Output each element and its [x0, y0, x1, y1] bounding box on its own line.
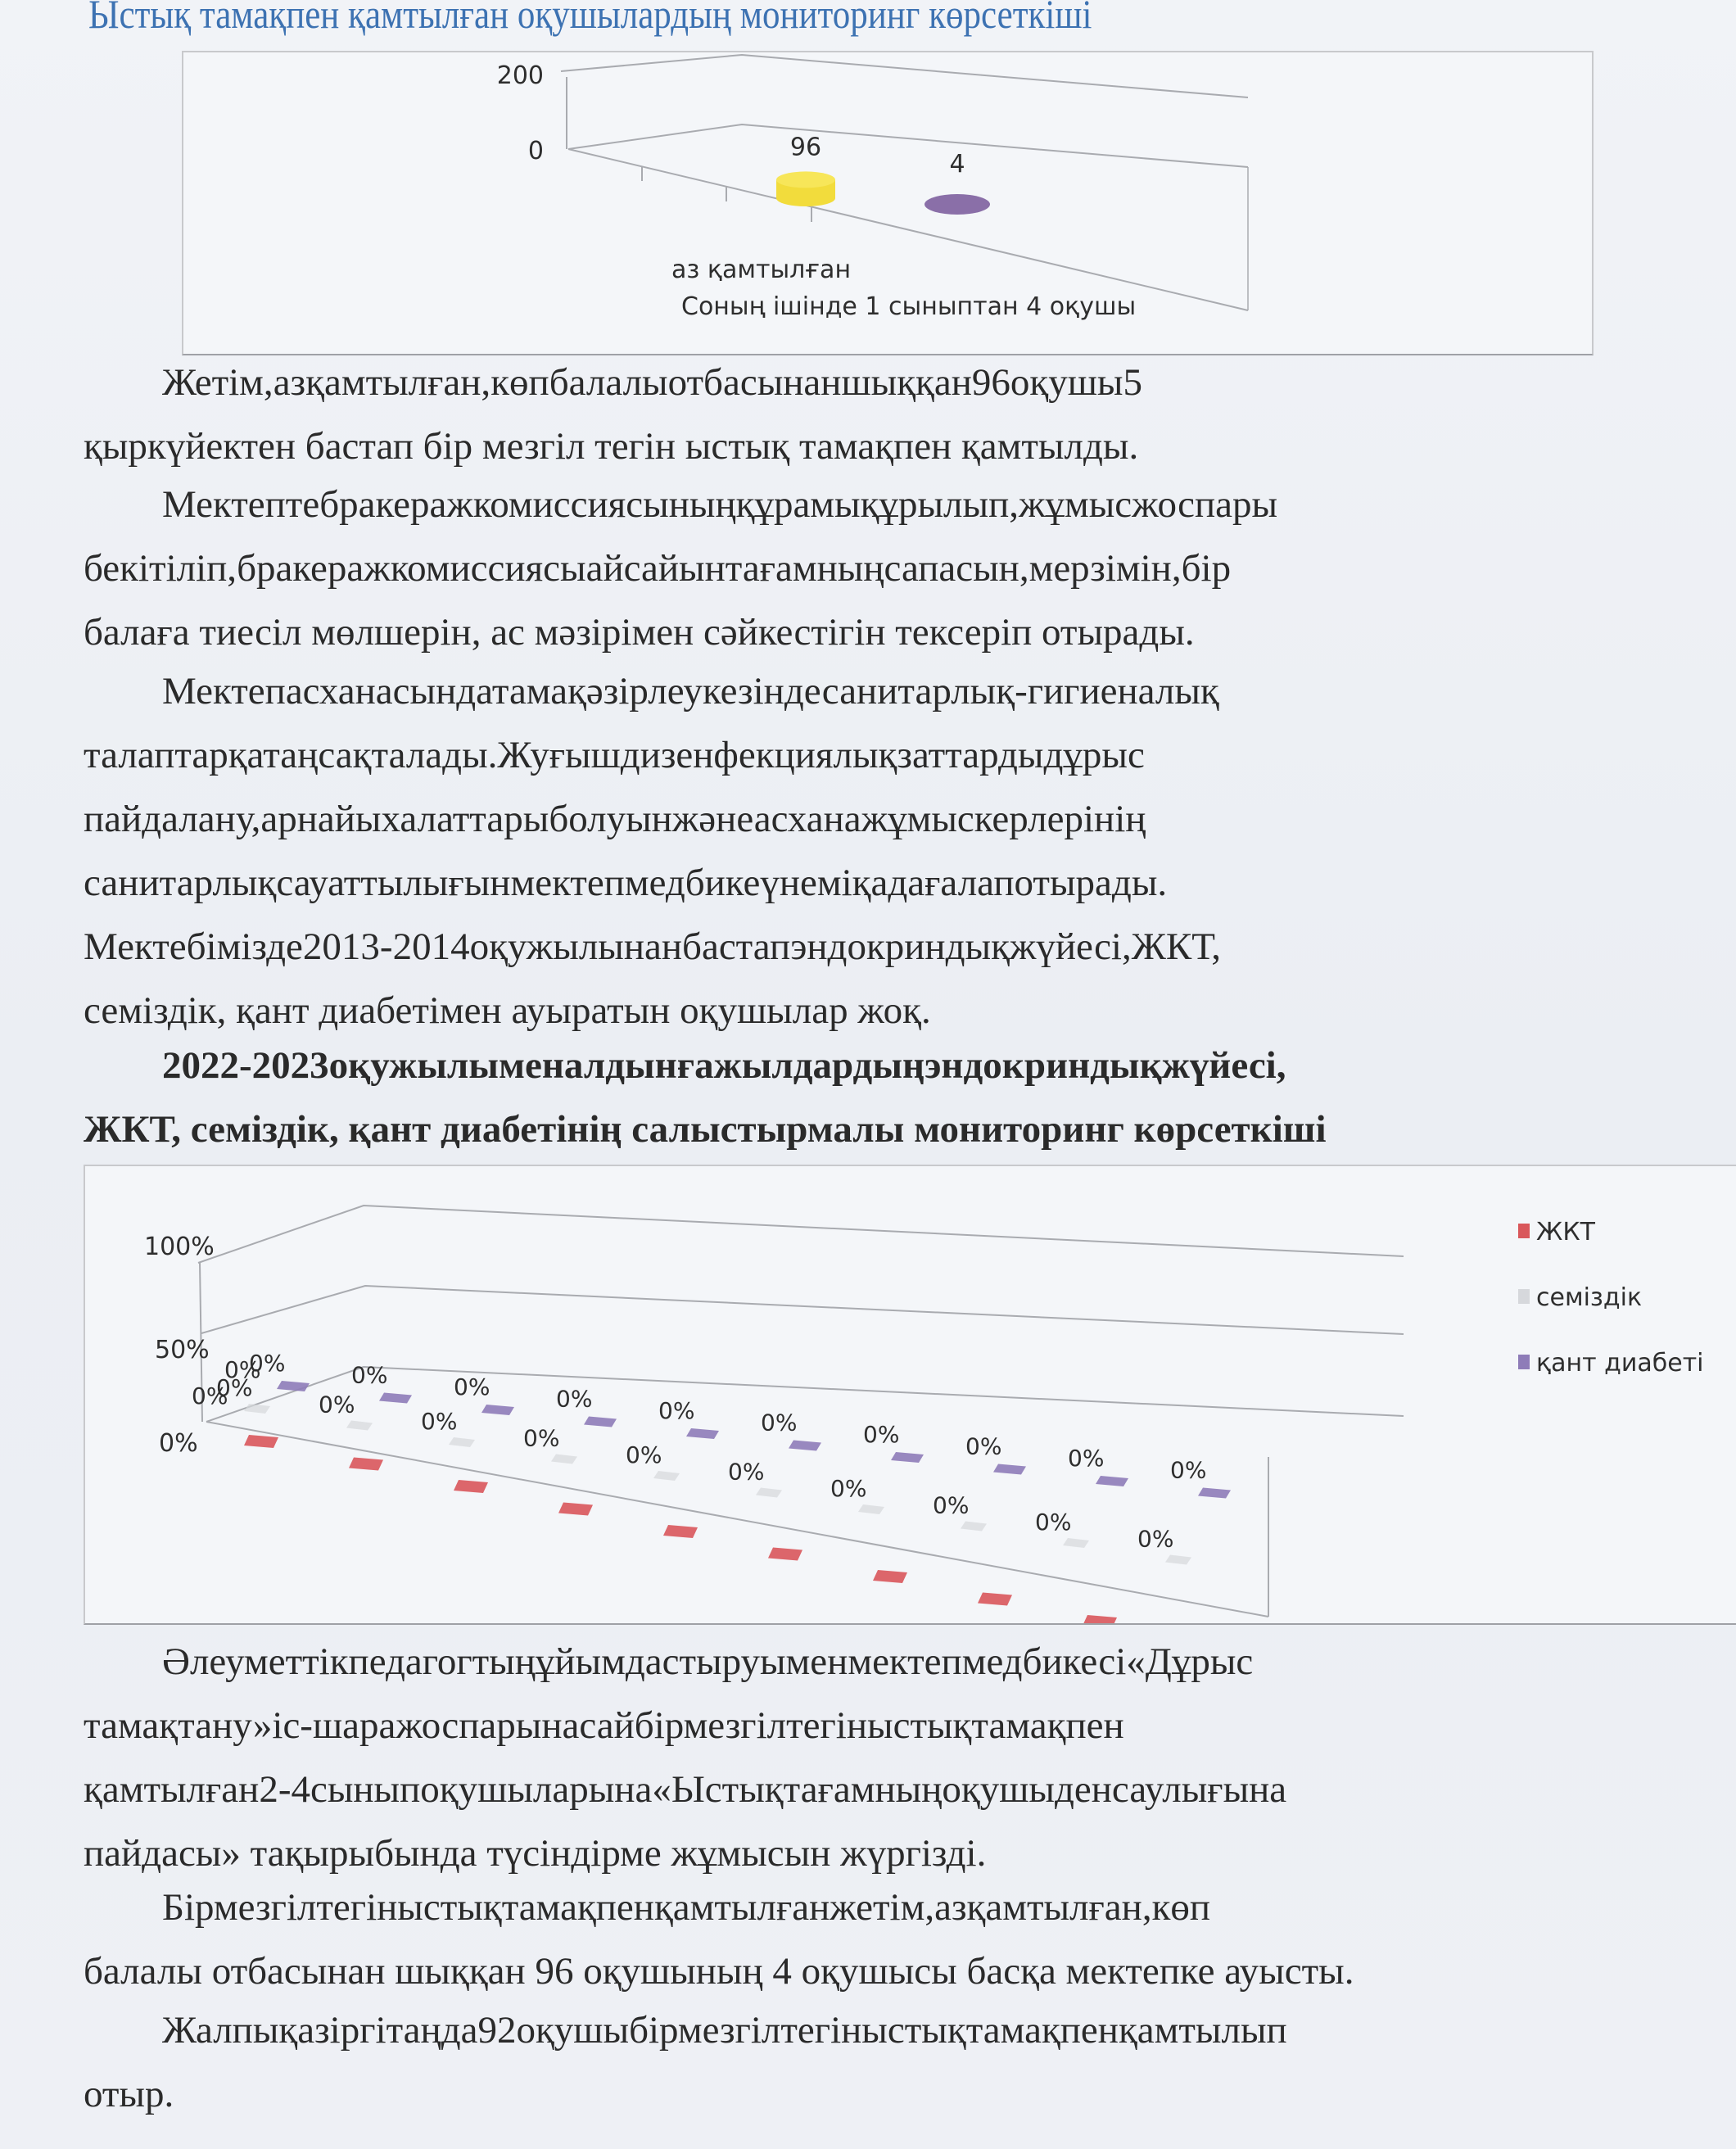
- data-label: 0%: [1170, 1456, 1207, 1484]
- word: дұрыс: [1043, 734, 1145, 776]
- word: мезгіл: [213, 1886, 317, 1929]
- data-label: 0%: [658, 1397, 695, 1424]
- data-label: 0%: [523, 1424, 560, 1452]
- legend-label: қант диабеті: [1536, 1349, 1704, 1378]
- word: жылынан: [526, 925, 683, 968]
- word: Жуғыш: [497, 734, 621, 776]
- bar-семіздік: [449, 1437, 475, 1447]
- word: мезгіл: [677, 2009, 781, 2052]
- word: халаттары: [381, 798, 549, 840]
- bar-қант-диабеті: [686, 1428, 719, 1439]
- word: 96: [971, 361, 1010, 404]
- word: 92: [477, 2009, 517, 2052]
- word: мектеп: [848, 1640, 962, 1683]
- word: тамақпен: [971, 1704, 1124, 1747]
- word: жылымен: [389, 1044, 564, 1087]
- data-label: 0%: [319, 1391, 355, 1418]
- legend-label: семіздік: [1536, 1283, 1643, 1312]
- word: талаптар: [84, 734, 228, 776]
- data-label: 0%: [1137, 1525, 1174, 1553]
- word: эндокриндық: [790, 925, 1010, 968]
- word: құрылып,: [860, 483, 1019, 526]
- word: санитарлық: [84, 862, 277, 904]
- word: мектеп: [510, 862, 625, 904]
- word: ұйымдастыруымен: [535, 1640, 848, 1683]
- bar-ЖКТ: [663, 1525, 698, 1538]
- legend-swatch: [1518, 1289, 1530, 1304]
- bar-ЖКТ: [1083, 1615, 1117, 1623]
- justified-line: [84, 659, 1687, 723]
- data-label: 0%: [224, 1356, 261, 1383]
- justified-line: [84, 723, 1687, 787]
- y-tick-label: 100%: [144, 1233, 215, 1261]
- word: көп: [1151, 1886, 1211, 1929]
- bar-семіздік: [1165, 1555, 1191, 1565]
- word: Жалпы: [162, 2009, 279, 2052]
- word: ыстық: [861, 2009, 966, 2052]
- word: сай: [579, 1704, 635, 1747]
- chart-footnote: Соның ішінде 1 сыныптан 4 оқушы: [681, 292, 1137, 321]
- justified-line: [84, 1875, 1687, 1939]
- word: шара: [312, 1704, 396, 1747]
- word: сақталады.: [318, 734, 498, 776]
- word: шыққан: [841, 361, 972, 404]
- word: заттарды: [897, 734, 1044, 776]
- bar-семіздік: [653, 1471, 680, 1481]
- bar-ЖКТ: [454, 1480, 488, 1493]
- word: тамақ: [491, 670, 586, 713]
- word: эндокриндық: [925, 1044, 1162, 1087]
- bar-қант-диабеті: [1198, 1488, 1231, 1499]
- word: бракераж: [319, 483, 473, 526]
- word: мезгіл: [683, 1704, 787, 1747]
- word: оқушыларына: [420, 1768, 653, 1811]
- data-label: 0%: [626, 1441, 662, 1468]
- data-label: 0%: [216, 1374, 253, 1401]
- data-label: 0%: [1068, 1445, 1105, 1472]
- word: әзірлеу: [585, 670, 703, 713]
- gridline-50: [201, 1286, 1404, 1334]
- justified-line: [84, 915, 1687, 979]
- section-heading: Ыстық тамақпен қамтылған оқушылардың мониторинг көрсеткіші: [88, 0, 1092, 37]
- word: жылдардың: [713, 1044, 925, 1087]
- paragraph-coverage: [84, 351, 1687, 478]
- comparative-chart-svg: [85, 1166, 1736, 1623]
- bar-қант-диабеті: [379, 1393, 412, 1404]
- data-label: 0%: [933, 1491, 970, 1519]
- text-line: отыр.: [84, 2073, 174, 2115]
- word: сынып: [310, 1768, 421, 1811]
- bar-ЖКТ: [873, 1570, 907, 1583]
- word: қамтылған: [84, 1768, 260, 1811]
- coverage-chart: [182, 51, 1594, 355]
- word: отырады.: [1014, 862, 1168, 904]
- bar-қант-диабеті: [891, 1452, 924, 1463]
- word: аз: [273, 361, 306, 404]
- word: ыстық: [867, 1704, 972, 1747]
- word: оқушы: [942, 1768, 1055, 1811]
- text-line: пайдасы» тақырыбында түсіндірме жұмысын жүргізді.: [84, 1832, 987, 1875]
- word: денсаулығына: [1054, 1768, 1287, 1811]
- word: арнайы: [260, 798, 382, 840]
- word: жоспарына: [396, 1704, 580, 1747]
- data-label: 0%: [454, 1373, 491, 1400]
- bar-қант-диабеті: [481, 1405, 514, 1415]
- word: бастап: [682, 925, 791, 968]
- bar-disc: [925, 194, 990, 215]
- paragraph-sanitary: [84, 659, 1687, 1043]
- word: бекітіліп,: [84, 547, 237, 590]
- text-line: қыркүйектен бастап бір мезгіл тегін ыстық тамақпен қамтылды.: [84, 425, 1139, 468]
- word: тағамның: [725, 547, 884, 590]
- data-label: 0%: [556, 1385, 593, 1413]
- justified-line: [84, 473, 1687, 536]
- coverage-chart-svg: [183, 52, 1592, 354]
- word: қамтылған: [653, 1886, 830, 1929]
- legend-label: ЖКТ: [1536, 1218, 1595, 1246]
- word: тегін: [786, 1704, 867, 1747]
- word: мерзімін,: [1028, 547, 1182, 590]
- word: комиссиясы: [390, 547, 586, 590]
- word: педагогтың: [348, 1640, 536, 1683]
- word: «Ыстық: [652, 1768, 784, 1811]
- word: бір: [634, 1704, 684, 1747]
- justified-line: [84, 787, 1687, 851]
- word: және: [671, 798, 754, 840]
- word: ай: [585, 547, 624, 590]
- word: көп: [491, 361, 549, 404]
- word: оқушы: [516, 2009, 630, 2052]
- bar-семіздік: [346, 1421, 373, 1431]
- x-axis-floor-edge: [568, 149, 1248, 310]
- word: балалы: [549, 361, 668, 404]
- justified-line: [84, 536, 1687, 600]
- word: тамақпен: [965, 2009, 1119, 2052]
- word: тегін: [316, 1886, 398, 1929]
- word: алдынға: [563, 1044, 714, 1087]
- justified-line: [84, 1694, 1687, 1758]
- bar-қант-диабеті: [993, 1464, 1026, 1475]
- text-line: ЖКТ, семіздік, қант диабетінің салыстырмалы мониторинг көрсеткіші: [84, 1108, 1327, 1151]
- comparative-heading: [84, 1034, 1687, 1161]
- word: болуын: [549, 798, 672, 840]
- word: асхана: [753, 798, 861, 840]
- data-label: 0%: [761, 1409, 798, 1436]
- data-label: 0%: [249, 1350, 286, 1377]
- word: «Дұрыс: [1126, 1640, 1254, 1683]
- word: медбикесі: [961, 1640, 1127, 1683]
- text-line: балалы отбасынан шыққан 96 оқушының 4 оқушысы басқа мектепке ауысты.: [84, 1950, 1354, 1993]
- legend-swatch: [1518, 1224, 1530, 1238]
- word: таңда: [386, 2009, 478, 2052]
- y-tick-label: 0: [527, 137, 544, 165]
- bar-cylinder-top: [776, 171, 835, 188]
- bar-ЖКТ: [244, 1435, 278, 1448]
- paragraph-current-total: [84, 1998, 1687, 2126]
- word: оқушы: [1010, 361, 1123, 404]
- word: асханасында: [285, 670, 492, 713]
- word: қамтылған,: [966, 1886, 1152, 1929]
- word: үнемі: [760, 862, 852, 904]
- gridline-100: [198, 1206, 1404, 1263]
- bar-семіздік: [858, 1504, 884, 1514]
- bar-ЖКТ: [349, 1458, 383, 1471]
- word: жетім,: [830, 1886, 935, 1929]
- bar-қант-диабеті: [1096, 1476, 1128, 1486]
- word: ыстық: [397, 1886, 502, 1929]
- bar-ЖКТ: [558, 1503, 593, 1516]
- data-label: 4: [949, 150, 965, 179]
- word: оқу: [328, 1044, 390, 1087]
- gridline-top: [561, 55, 1248, 97]
- word: жоспары: [1132, 483, 1278, 526]
- bar-cylinder-base: [776, 190, 835, 206]
- word: Бір: [162, 1886, 214, 1929]
- data-label: 96: [789, 133, 822, 162]
- word: жүйесі,: [1009, 925, 1132, 968]
- word: Мектеп: [162, 670, 286, 713]
- word: кезінде: [702, 670, 822, 713]
- word: бір: [1181, 547, 1232, 590]
- word: тағамның: [783, 1768, 943, 1811]
- data-label: 0%: [965, 1432, 1002, 1460]
- data-label: 0%: [728, 1458, 765, 1486]
- justified-line: [84, 1758, 1687, 1821]
- y-tick-label: 0%: [159, 1429, 198, 1458]
- word: тамақтану»: [84, 1704, 273, 1747]
- bar-қант-диабеті: [789, 1441, 821, 1451]
- word: жүйесі,: [1161, 1044, 1286, 1087]
- justified-line: [84, 351, 1687, 414]
- y-tick-label: 50%: [155, 1336, 210, 1364]
- word: қадағалап: [852, 862, 1015, 904]
- data-label: 0%: [192, 1382, 228, 1409]
- word: Жетім,: [162, 361, 274, 404]
- word: құрамы: [735, 483, 861, 526]
- word: отбасынан: [667, 361, 842, 404]
- legend-swatch: [1518, 1355, 1530, 1369]
- word: оқу: [469, 925, 527, 968]
- comparative-chart: [84, 1165, 1736, 1625]
- data-label: 0%: [351, 1361, 388, 1389]
- word: 2013-2014: [302, 925, 470, 968]
- word: бракераж: [237, 547, 391, 590]
- word: дизенфекциялық: [620, 734, 897, 776]
- word: ЖКТ,: [1131, 925, 1221, 968]
- word: сапасын,: [884, 547, 1029, 590]
- paragraph-nutrition-event: [84, 1630, 1687, 1885]
- word: пайдалану,: [84, 798, 261, 840]
- word: тамақпен: [501, 1886, 654, 1929]
- gridline-base: [568, 124, 1248, 167]
- word: 2022-2023: [162, 1044, 329, 1087]
- bar-семіздік: [756, 1488, 782, 1498]
- word: комиссиясының: [472, 483, 736, 526]
- justified-line: [84, 1630, 1687, 1694]
- word: бір: [629, 2009, 678, 2052]
- word: іс-: [272, 1704, 313, 1747]
- word: жұмыскерлерінің: [861, 798, 1146, 840]
- justified-line: [84, 1998, 1687, 2062]
- paragraph-transfer: [84, 1875, 1687, 2003]
- word: Мектебімізде: [84, 925, 303, 968]
- bar-семіздік: [551, 1455, 577, 1464]
- word: 5: [1123, 361, 1143, 404]
- y-tick-label: 200: [496, 61, 544, 90]
- text-line: балаға тиесіл мөлшерін, ас мәзірімен сәйкестігін тексеріп отырады.: [84, 611, 1195, 654]
- justified-line: [84, 1034, 1687, 1097]
- word: қамтылып: [1118, 2009, 1287, 2052]
- x-axis-label: аз қамтылған: [671, 256, 852, 284]
- data-label: 0%: [421, 1408, 458, 1435]
- data-label: 0%: [863, 1421, 900, 1448]
- bar-қант-диабеті: [584, 1417, 617, 1427]
- word: қатаң: [228, 734, 319, 776]
- bar-семіздік: [961, 1522, 987, 1531]
- word: сайын: [623, 547, 726, 590]
- word: тегін: [780, 2009, 862, 2052]
- paragraph-brakerage: [84, 473, 1687, 664]
- word: аз: [934, 1886, 967, 1929]
- bar-ЖКТ: [978, 1593, 1012, 1606]
- bar-семіздік: [244, 1404, 270, 1414]
- data-label: 0%: [1035, 1509, 1072, 1536]
- word: санитарлық-гигиеналық: [821, 670, 1219, 713]
- word: Мектепте: [162, 483, 320, 526]
- word: 2-4: [259, 1768, 310, 1811]
- word: қамтылған,: [305, 361, 491, 404]
- word: қазіргі: [278, 2009, 387, 2052]
- bar-қант-диабеті: [277, 1381, 310, 1391]
- bar-семіздік: [1063, 1538, 1089, 1548]
- text-line: семіздік, қант диабетімен ауыратын оқушылар жоқ.: [84, 989, 931, 1032]
- word: медбике: [624, 862, 761, 904]
- word: сауаттылығын: [276, 862, 511, 904]
- word: Әлеуметтік: [162, 1640, 349, 1683]
- floor-front-edge: [206, 1422, 1268, 1617]
- bar-ЖКТ: [768, 1548, 802, 1561]
- justified-line: [84, 851, 1687, 915]
- word: жұмыс: [1018, 483, 1132, 526]
- data-label: 0%: [830, 1475, 867, 1502]
